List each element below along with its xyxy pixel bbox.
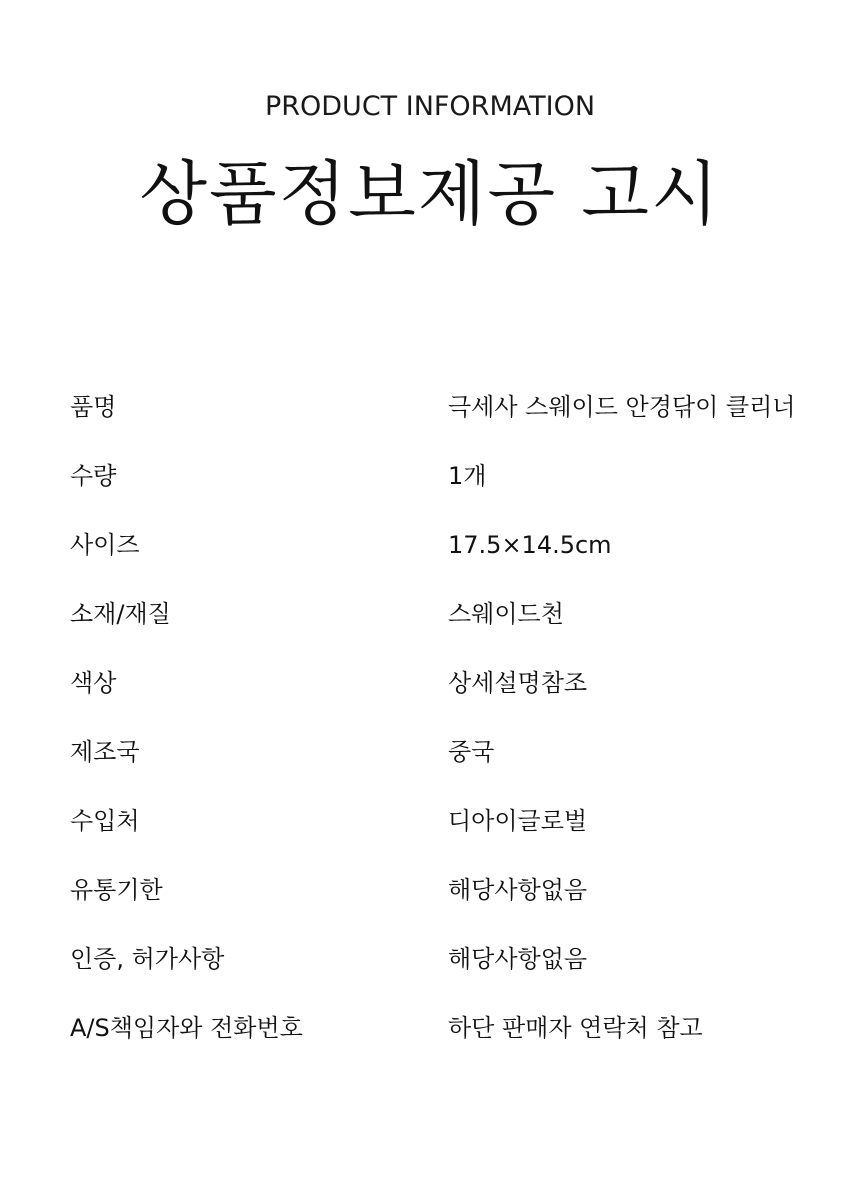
info-row-color [70,661,830,730]
info-row-as-contact [70,1006,830,1075]
info-value: 중국 [448,738,495,766]
info-row-importer [70,799,830,868]
info-value: 17.5×14.5cm [448,531,612,559]
info-row-country [70,730,830,799]
info-label: 소재/재질 [70,600,171,628]
info-row-certification [70,937,830,1006]
info-label: A/S책임자와 전화번호 [70,1014,303,1042]
info-value: 하단 판매자 연락처 참고 [448,1014,703,1042]
info-value: 해당사항없음 [448,876,588,904]
info-label: 수량 [70,462,117,490]
info-row-quantity [70,454,830,523]
info-row-size [70,523,830,592]
info-value: 1개 [448,462,487,490]
page-subtitle: PRODUCT INFORMATION [264,91,596,122]
info-row-product-name [70,385,830,454]
info-value: 스웨이드천 [448,600,564,628]
info-row-material [70,592,830,661]
info-value: 극세사 스웨이드 안경닦이 클리너 [448,393,796,421]
info-label: 유통기한 [70,876,163,904]
info-label: 인증, 허가사항 [70,945,225,973]
info-value: 해당사항없음 [448,945,588,973]
product-info-table [70,385,830,1075]
info-label: 사이즈 [70,531,140,559]
info-label: 색상 [70,669,117,697]
info-row-expiration [70,868,830,937]
page-title: 상품정보제공 고시 [139,153,721,235]
info-label: 제조국 [70,738,140,766]
info-value: 상세설명참조 [448,669,588,697]
info-value: 디아이글로벌 [448,807,588,835]
info-label: 수입처 [70,807,140,835]
info-label: 품명 [70,393,117,421]
